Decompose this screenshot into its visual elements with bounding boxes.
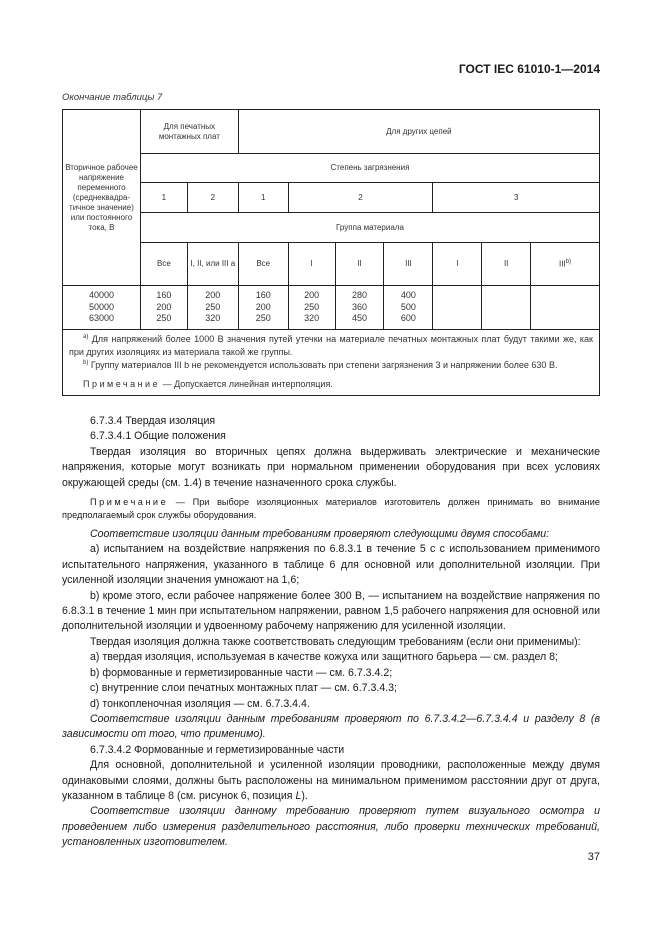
group-cell: I: [433, 243, 482, 286]
pollution-degree-header: Степень загрязнения: [140, 154, 599, 183]
body-text: [62, 414, 600, 851]
pollution-level: 1: [238, 183, 288, 213]
group-cell: III: [384, 243, 433, 286]
note-text: — При выборе изоляционных материалов изготовитель должен принимать во внимание предполагаемый срок службы оборудования.: [62, 497, 600, 521]
paragraph: b) кроме этого, если рабочее напряжение более 300 В, — испытанием на воздействие напряжения по 6.8.3.1 в течение 1 мин при испытательном напряжении, равном 1,5 рабочего напряжения для основной или дополнительной изоляции и удвоенному рабочему напряжению для усиленной изоляции.: [62, 589, 600, 633]
col-header-pcb: Для печатных монтажных плат: [140, 110, 238, 154]
data-cell: 200 250 320: [187, 286, 238, 330]
paragraph: Твердая изоляция во вторичных цепях должна выдерживать электрические и механические напряжения, которые могут возникать при нормальном применении оборудования при всех условиях окружающей среды (см. 1.4) в течение назначенного срока службы.: [62, 445, 600, 489]
data-cell: 40000 50000 63000: [63, 286, 141, 330]
footnote-a: Для напряжений более 1000 В значения путей утечки на материале печатных монтажных плат будут такими же, как при других изоляциях из материала такой же группы.: [69, 334, 593, 358]
material-group-header: Группа материала: [140, 213, 599, 243]
data-cell: 200 250 320: [288, 286, 335, 330]
list-item: a) твердая изоляция, используемая в качестве кожуха или защитного барьера — см. раздел 8;: [90, 651, 558, 664]
note-label: Примечание: [90, 497, 169, 508]
paragraph: Соответствие изоляции данному требованию проверяют путем визуального осмотра и проведением либо измерения разделительного расстояния, либо проверки технических требований, установленных изготовителем.: [62, 805, 600, 849]
paragraph: Соответствие изоляции данным требованиям проверяют следующими двумя способами:: [90, 528, 550, 541]
list-item: b) формованные и герметизированные части — см. 6.7.3.4.2;: [90, 666, 393, 679]
data-cell: [433, 286, 482, 330]
footnote-mark: b): [83, 360, 89, 367]
data-cell: 160 200 250: [140, 286, 187, 330]
group-cell: II: [335, 243, 384, 286]
table-caption: Окончание таблицы 7: [62, 92, 163, 103]
table-footnotes: [63, 330, 600, 396]
paragraph: [62, 758, 600, 804]
footnote-b: Группу материалов III b не рекомендуется использовать при степени загрязнения 3 и напряжении более 630 В.: [90, 360, 558, 371]
group-label: III: [559, 259, 566, 269]
note: [62, 496, 600, 522]
pollution-level: 2: [288, 183, 433, 213]
row-header-cell: Вторичное рабочее напряжение переменного (среднеквадра-тичное значение) или постоянного тока, В: [63, 110, 141, 286]
table-data-row: [63, 286, 600, 330]
footnote-mark: a): [83, 334, 89, 341]
data-cell: 160 200 250: [238, 286, 288, 330]
group-cell: I: [288, 243, 335, 286]
section-heading: 6.7.3.4.1 Общие положения: [90, 430, 226, 443]
pollution-level: 3: [433, 183, 600, 213]
note-text: — Допускается линейная интерполяция.: [160, 379, 333, 390]
data-cell: [482, 286, 531, 330]
position-label: L: [295, 789, 302, 802]
pollution-level: 1: [140, 183, 187, 213]
list-item: c) внутренние слои печатных монтажных плат — см. 6.7.3.4.3;: [90, 682, 397, 695]
pollution-level: 2: [187, 183, 238, 213]
note-label: Примечание: [83, 379, 161, 390]
col-header-other: Для других цепей: [238, 110, 599, 154]
group-cell: II: [482, 243, 531, 286]
section-heading: 6.7.3.4.2 Формованные и герметизированные части: [90, 743, 345, 756]
group-cell: Все: [140, 243, 187, 286]
group-cell: [531, 243, 600, 286]
list-item: d) тонкопленочная изоляция — см. 6.7.3.4.4.: [90, 697, 310, 710]
group-cell: I, II, или III a: [187, 243, 238, 286]
paragraph: Твердая изоляция должна также соответствовать следующим требованиям (если они применимы):: [90, 635, 581, 648]
table-7: [62, 109, 600, 396]
page-number: 37: [587, 851, 600, 863]
data-cell: 400 500 600: [384, 286, 433, 330]
section-heading: 6.7.3.4 Твердая изоляция: [90, 415, 216, 427]
footnote-ref: b): [565, 258, 572, 265]
paragraph-text: ).: [301, 789, 308, 802]
data-cell: [531, 286, 600, 330]
data-cell: 280 360 450: [335, 286, 384, 330]
paragraph-text: Для основной, дополнительной и усиленной изоляции проводники, расположенные между двумя одинаковыми слоями, должны быть расположены на минимальном применимом расстоянии друг от друга, указанном в таблице 8 (см. рисунок 6, позиция: [62, 759, 600, 802]
paragraph: Соответствие изоляции данным требованиям проверяют по 6.7.3.4.2—6.7.3.4.4 и разделу 8 (в зависимости от того, что применимо).: [62, 712, 600, 741]
document-id: ГОСТ IEC 61010-1—2014: [458, 62, 600, 76]
paragraph: a) испытанием на воздействие напряжения по 6.8.3.1 в течение 5 с с использованием применимого испытательного напряжения, указанного в таблице 6 для основной или дополнительной изоляции. При усиленной изоляции значения умножают на 1,6;: [62, 543, 600, 587]
group-cell: Все: [238, 243, 288, 286]
